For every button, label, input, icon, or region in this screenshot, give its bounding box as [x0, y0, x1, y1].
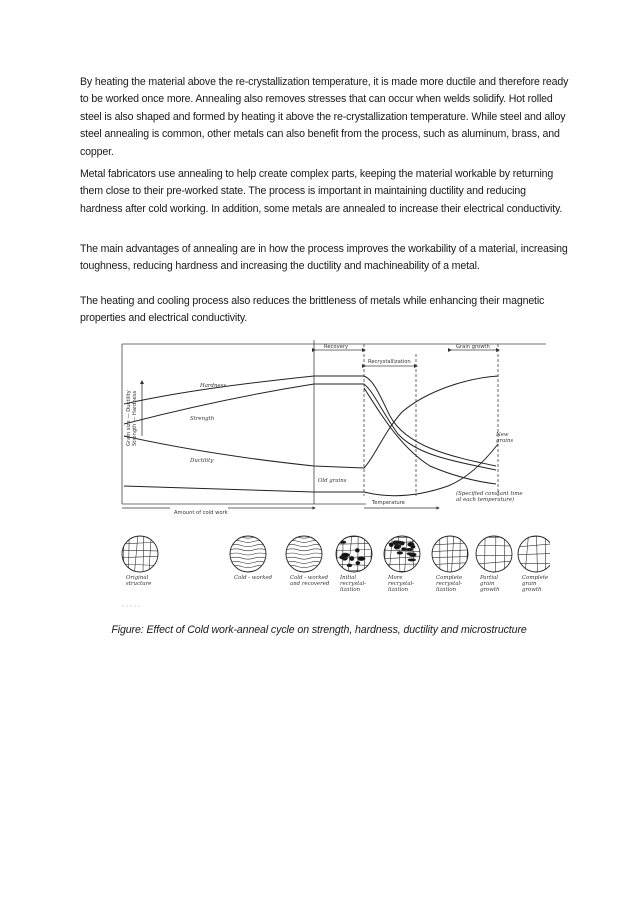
microstructure-label-2: Cold - worked [234, 575, 273, 581]
microstructure-label-1: Original structure [126, 575, 152, 587]
strength-label: Strength [190, 416, 215, 422]
amount-cold-work-label: Amount of cold work [174, 510, 228, 516]
figure-caption: Figure: Effect of Cold work-anneal cycle on strength, hardness, ductility and microstructure [111, 624, 527, 636]
microstructure-label-4: Initial recrystal-lization [340, 575, 367, 593]
microstructure-row [122, 535, 550, 593]
microstructure-label-8: Complete grain growth [522, 575, 549, 593]
constant-time-note: (Specified constant time at each temperature) [456, 491, 523, 503]
microstructure-label-5: More recrystal-lization [388, 575, 415, 593]
grain-size-curve [124, 444, 498, 496]
microstructure-5 [384, 536, 420, 593]
microstructure-2 [230, 536, 273, 581]
axis-label-property: Grain size — Ductility Strength — Hardness [126, 390, 138, 446]
old-grains-label: Old grains [318, 478, 347, 484]
hardness-label: Hardness [200, 383, 227, 389]
stage-recrystallization-label: Recrystallization [368, 359, 411, 365]
strength-curve [124, 384, 496, 470]
new-grains-label: New grains [496, 432, 514, 444]
stage-recovery-label: Recovery [324, 344, 349, 350]
stage-grain-growth-label: Grain growth [456, 344, 490, 350]
microstructure-label-6: Complete recrystal-lization [436, 575, 463, 593]
microstructure-label-3: Cold - worked and recovered [290, 575, 330, 587]
paragraph-recrystallization: By heating the material above the re-crystallization temperature, it is made more ductile and therefore ready to be worked once more. Annealing also removes stresses that can occur when welds solidify. Hot rolled steel is also shaped and formed by heating it above the re-crystallization temperature. While steel and alloy steel annealing is common, other metals can also benefit from the process, such as aluminum, brass, and copper. [80, 76, 569, 158]
microstructure-label-7: Partial grain growth [480, 575, 500, 593]
ductility-label: Ductility [190, 458, 214, 464]
temperature-label: Temperature [372, 500, 405, 506]
annealing-figure [118, 336, 550, 612]
microstructure-6 [432, 535, 468, 593]
ductility-curve [124, 376, 498, 468]
paragraph-heating-cooling: The heating and cooling process also reduces the brittleness of metals while enhancing their magnetic properties and electrical conductivity. [80, 295, 545, 325]
paragraph-fabricators: Metal fabricators use annealing to help create complex parts, keeping the material workable by returning them close to their pre-worked state. The process is important in maintaining ductility and reducing hardness after cold working. In addition, some metals are annealed to increase their electrical conductivity. [80, 168, 563, 215]
microstructure-7 [476, 536, 514, 593]
paragraph-advantages: The main advantages of annealing are in how the process improves the workability of a material, increasing toughness, reducing hardness and increasing the ductility and machineability of a metal. [80, 243, 568, 273]
microstructure-8 [517, 535, 550, 593]
microstructure-1 [122, 535, 159, 587]
microstructure-4 [336, 536, 372, 593]
microstructure-3 [286, 536, 330, 587]
